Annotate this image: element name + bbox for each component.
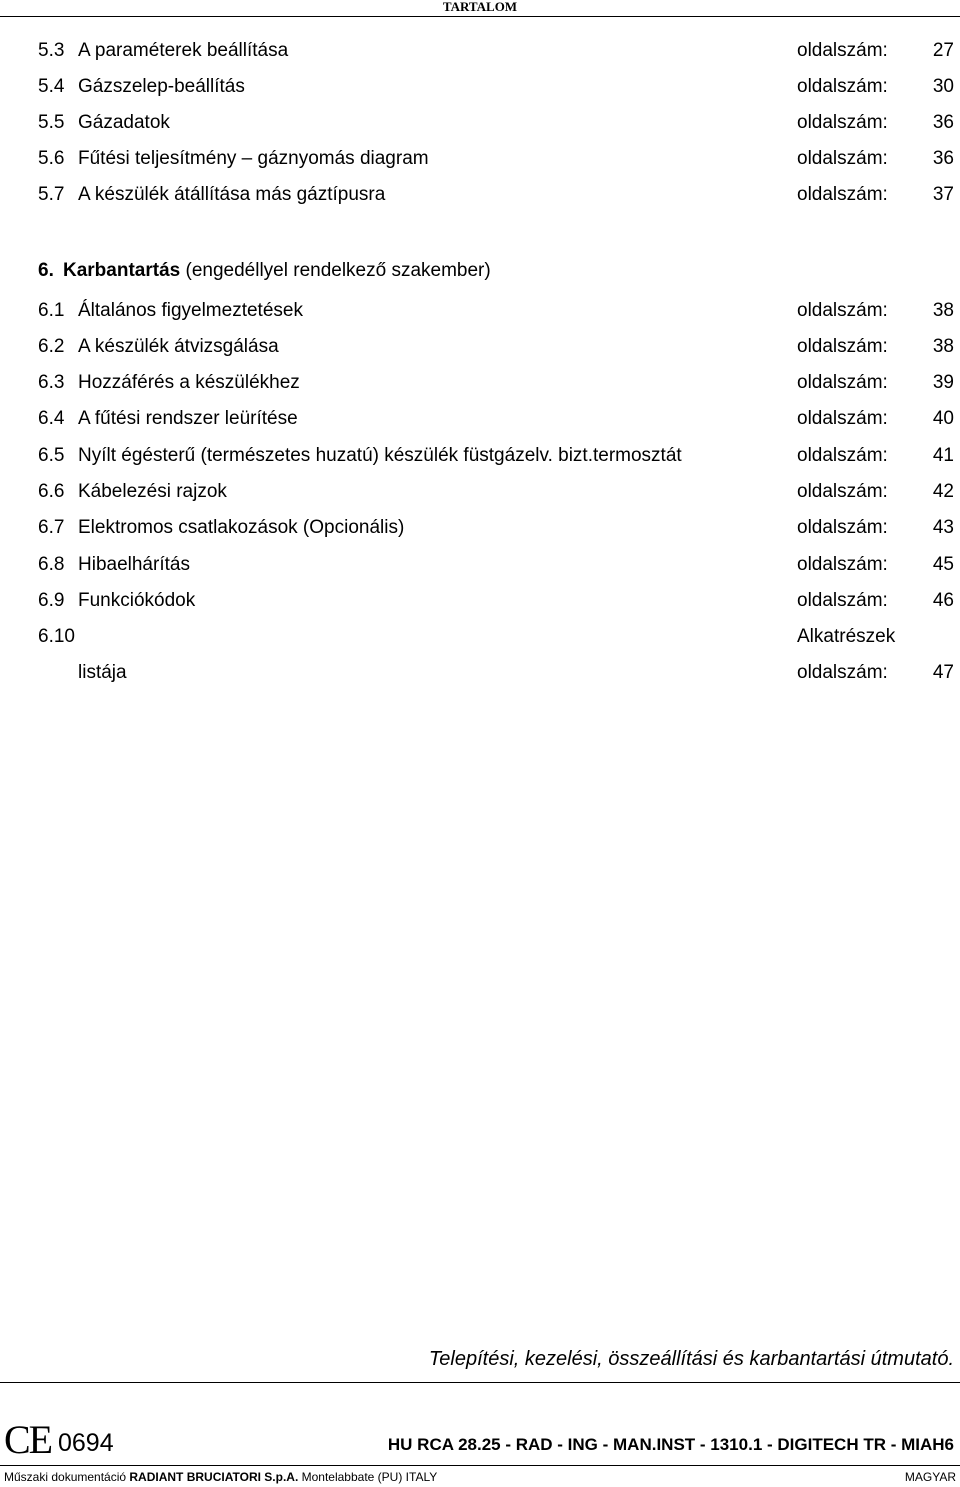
language-label: MAGYAR	[904, 1470, 956, 1484]
header-title: TARTALOM	[442, 0, 518, 14]
toc-title: Gázszelep-beállítás	[78, 76, 245, 97]
toc-number: 6.1	[38, 300, 65, 321]
toc-page-number: 42	[932, 481, 954, 502]
toc-page-label: oldalszám:	[797, 40, 888, 61]
toc-number: 6.9	[38, 590, 65, 611]
toc-row[interactable]	[0, 370, 960, 396]
toc-row[interactable]	[0, 588, 960, 614]
toc-title: A paraméterek beállítása	[78, 40, 289, 61]
toc-page-number: 36	[932, 148, 954, 169]
toc-number: 5.7	[38, 184, 65, 205]
toc-title: A készülék átállítása más gáztípusra	[78, 184, 386, 205]
toc-row[interactable]	[0, 74, 960, 100]
toc-page-label: oldalszám:	[797, 481, 888, 502]
toc-number: 6.6	[38, 481, 65, 502]
toc-row[interactable]	[0, 624, 960, 650]
toc-row[interactable]	[0, 146, 960, 172]
toc-row[interactable]	[0, 110, 960, 136]
toc-number: 6.10	[38, 626, 75, 647]
footer-divider-bottom	[0, 1465, 960, 1466]
toc-row[interactable]	[0, 406, 960, 432]
toc-page-label: oldalszám:	[797, 554, 888, 575]
toc-title: A készülék átvizsgálása	[78, 336, 279, 357]
toc-number: 5.4	[38, 76, 65, 97]
toc-page-number: 47	[932, 662, 954, 683]
chapter-number: 6.	[38, 260, 54, 281]
toc-page-label: oldalszám:	[797, 184, 888, 205]
toc-page-number: 41	[932, 445, 954, 466]
toc-row[interactable]	[0, 479, 960, 505]
toc-title: Fűtési teljesítmény – gáznyomás diagram	[78, 148, 429, 169]
toc-title: Hibaelhárítás	[78, 554, 190, 575]
toc-page-number: 46	[932, 590, 954, 611]
toc-page-label: oldalszám:	[797, 590, 888, 611]
toc-page-number: 45	[932, 554, 954, 575]
company-name: RADIANT BRUCIATORI S.p.A.	[129, 1470, 299, 1484]
toc-page-number: 36	[932, 112, 954, 133]
toc-page-number: 38	[932, 336, 954, 357]
chapter-title	[63, 258, 491, 284]
toc-row[interactable]	[0, 443, 960, 469]
toc-row[interactable]	[0, 182, 960, 208]
chapter-title-bold: Karbantartás	[63, 260, 181, 281]
toc-title: Hozzáférés a készülékhez	[78, 372, 300, 393]
toc-number: 5.5	[38, 112, 65, 133]
toc-number: 6.5	[38, 445, 65, 466]
toc-row[interactable]	[0, 298, 960, 324]
toc-row[interactable]	[0, 552, 960, 578]
toc-number: 6.2	[38, 336, 65, 357]
toc-row[interactable]	[0, 515, 960, 541]
header-divider	[0, 16, 960, 17]
toc-title: Általános figyelmeztetések	[78, 300, 303, 321]
company-location: Montelabbate (PU) ITALY	[298, 1470, 438, 1484]
ce-number: 0694	[58, 1429, 114, 1457]
doc-prefix: Műszaki dokumentáció	[4, 1470, 130, 1484]
toc-row[interactable]	[0, 38, 960, 64]
toc-number: 6.8	[38, 554, 65, 575]
toc-row[interactable]	[0, 660, 960, 686]
toc-number: 5.6	[38, 148, 65, 169]
toc-page-label: oldalszám:	[797, 148, 888, 169]
toc-page-label: Alkatrészek	[797, 626, 896, 647]
toc-page-label: oldalszám:	[797, 112, 888, 133]
toc-number: 6.3	[38, 372, 65, 393]
toc-page-label: oldalszám:	[797, 372, 888, 393]
toc-page-number: 30	[932, 76, 954, 97]
toc-page-number: 40	[932, 408, 954, 429]
toc-title: Funkciókódok	[78, 590, 196, 611]
toc-page-label: oldalszám:	[797, 445, 888, 466]
manual-subtitle: Telepítési, kezelési, összeállítási és karbantartási útmutató.	[428, 1348, 954, 1370]
toc-title: A fűtési rendszer leürítése	[78, 408, 298, 429]
toc-page-label: oldalszám:	[797, 336, 888, 357]
toc-page-number: 27	[932, 40, 954, 61]
toc-title: Nyílt égésterű (természetes huzatú) készülék füstgázelv. bizt.termosztát	[78, 445, 682, 466]
toc-number: 6.7	[38, 517, 65, 538]
ce-mark-logo: CE	[4, 1417, 52, 1462]
toc-page-label: oldalszám:	[797, 408, 888, 429]
document-code: HU RCA 28.25 - RAD - ING - MAN.INST - 1310.1 - DIGITECH TR - MIAH6	[387, 1435, 954, 1454]
footer-credits	[4, 1469, 956, 1485]
toc-number: 5.3	[38, 40, 65, 61]
toc-page-label: oldalszám:	[797, 76, 888, 97]
toc-page-number: 38	[932, 300, 954, 321]
toc-title: Kábelezési rajzok	[78, 481, 227, 502]
toc-title: Gázadatok	[78, 112, 170, 133]
toc-page-label: oldalszám:	[797, 517, 888, 538]
toc-row[interactable]	[0, 334, 960, 360]
toc-page-label: oldalszám:	[797, 662, 888, 683]
footer-divider-top	[0, 1382, 960, 1383]
chapter-title-rest: (engedéllyel rendelkező szakember)	[180, 260, 491, 281]
toc-number: 6.4	[38, 408, 65, 429]
toc-page-number: 43	[932, 517, 954, 538]
toc-title: listája	[78, 662, 127, 683]
toc-page-number: 37	[932, 184, 954, 205]
toc-page-label: oldalszám:	[797, 300, 888, 321]
toc-page-number: 39	[932, 372, 954, 393]
toc-title: Elektromos csatlakozások (Opcionális)	[78, 517, 405, 538]
